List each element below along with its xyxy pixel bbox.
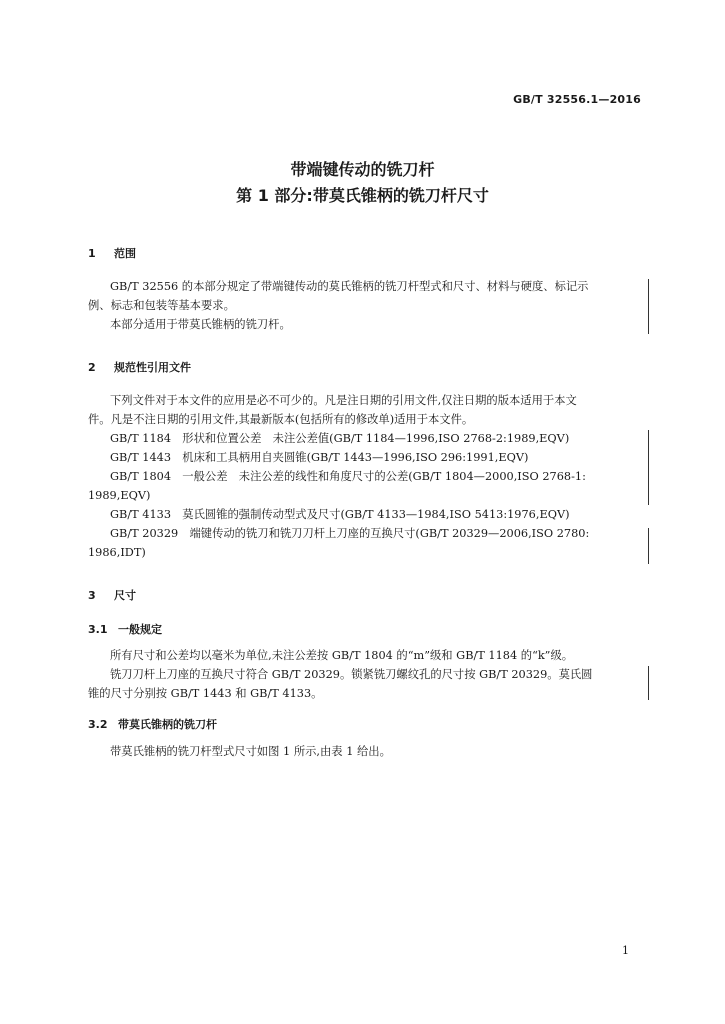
section-3-title: 尺寸: [114, 589, 136, 602]
change-bar: [648, 279, 649, 334]
section-2-heading: [88, 359, 191, 375]
section-3-number: 3: [88, 589, 96, 602]
change-bar: [648, 666, 649, 700]
section-3-2-para1: 带莫氏锥柄的铣刀杆型式尺寸如图 1 所示,由表 1 给出。: [110, 745, 391, 758]
section-3-2-heading: [88, 716, 217, 732]
section-3-1-para2-line1: 铣刀刀杆上刀座的互换尺寸符合 GB/T 20329。锁紧铣刀螺纹孔的尺寸按 GB/T 20329。莫氏圆: [110, 668, 593, 681]
page-number: 1: [622, 944, 629, 957]
reference-gbt1804-line1: GB/T 1804 一般公差 未注公差的线性和角度尺寸的公差(GB/T 1804—2000,ISO 2768-1:: [110, 470, 586, 483]
change-bar: [648, 528, 649, 564]
standard-number: GB/T 32556.1—2016: [513, 93, 641, 106]
section-2-number: 2: [88, 361, 96, 374]
section-3-heading: [88, 587, 136, 603]
section-1-para1-line2: 例、标志和包装等基本要求。: [88, 299, 235, 312]
section-3-2-title: 带莫氏锥柄的铣刀杆: [118, 718, 217, 731]
section-3-1-number: 3.1: [88, 623, 108, 636]
section-1-heading: [88, 245, 136, 261]
section-3-2-number: 3.2: [88, 718, 108, 731]
section-1-para1-line1: GB/T 32556 的本部分规定了带端键传动的莫氏锥柄的铣刀杆型式和尺寸、材料与硬度、标记示: [110, 280, 589, 293]
section-1-para2: 本部分适用于带莫氏锥柄的铣刀杆。: [110, 318, 291, 331]
reference-gbt1184: GB/T 1184 形状和位置公差 未注公差值(GB/T 1184—1996,ISO 2768-2:1989,EQV): [110, 432, 570, 445]
section-2-intro-line2: 件。凡是不注日期的引用文件,其最新版本(包括所有的修改单)适用于本文件。: [88, 413, 474, 426]
section-3-1-para2-line2: 锥的尺寸分别按 GB/T 1443 和 GB/T 4133。: [88, 687, 323, 700]
section-2-intro-line1: 下列文件对于本文件的应用是必不可少的。凡是注日期的引用文件,仅注日期的版本适用于本文: [110, 394, 577, 407]
document-title-line2: 第 1 部分:带莫氏锥柄的铣刀杆尺寸: [236, 186, 489, 205]
reference-gbt20329-line2: 1986,IDT): [88, 546, 146, 559]
section-3-1-heading: [88, 621, 162, 637]
section-3-1-title: 一般规定: [118, 623, 162, 636]
change-bar: [648, 430, 649, 505]
section-2-title: 规范性引用文件: [114, 361, 191, 374]
document-title-line1: 带端键传动的铣刀杆: [290, 160, 435, 179]
reference-gbt1804-line2: 1989,EQV): [88, 489, 151, 502]
reference-gbt1443: GB/T 1443 机床和工具柄用自夹圆锥(GB/T 1443—1996,ISO 296:1991,EQV): [110, 451, 529, 464]
section-1-title: 范围: [114, 247, 136, 260]
section-3-1-para1: 所有尺寸和公差均以毫米为单位,未注公差按 GB/T 1804 的“m”级和 GB/T 1184 的“k”级。: [110, 649, 574, 662]
reference-gbt20329-line1: GB/T 20329 端键传动的铣刀和铣刀刀杆上刀座的互换尺寸(GB/T 20329—2006,ISO 2780:: [110, 527, 590, 540]
section-1-number: 1: [88, 247, 96, 260]
reference-gbt4133: GB/T 4133 莫氏圆锥的强制传动型式及尺寸(GB/T 4133—1984,ISO 5413:1976,EQV): [110, 508, 570, 521]
